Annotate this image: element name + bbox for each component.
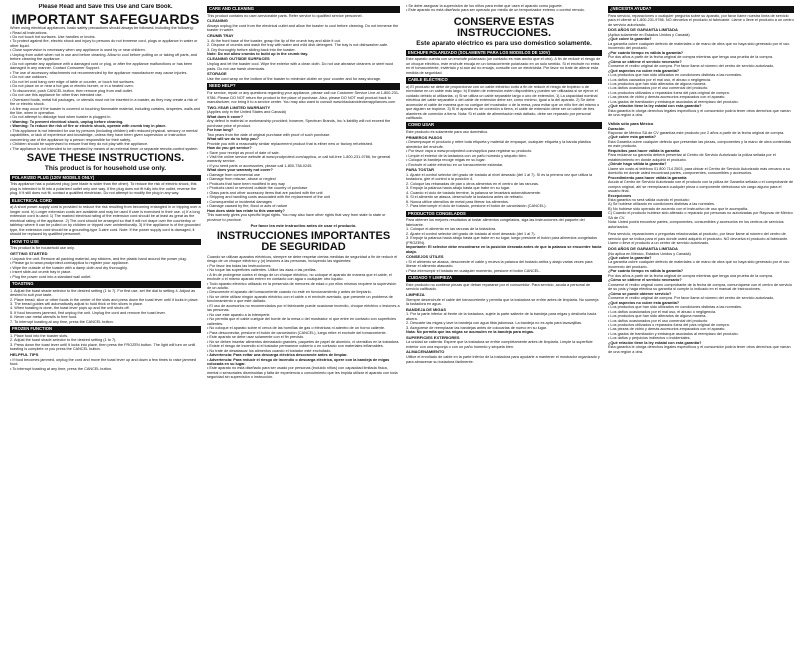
toasting-step: 7. To interrupt toasting at any time, press the CANCEL button.: [10, 319, 114, 324]
mexico-question: ¿Dónde hago válida la garantía?: [608, 162, 667, 167]
list-item: • The use of accessory attachments not recommended by the appliance manufacturer may cause injuries.: [10, 71, 201, 75]
how-to-use-header: HOW TO USE: [10, 239, 201, 246]
spanish-safeguards-list: [207, 264, 400, 380]
list-item: • Visit the online service website at www.prodprotect.com/applica, or call toll-free 1-800-231-9786, for general warranty service.: [207, 155, 400, 164]
mexico-answer: Para reclamar su garantía deberá presentar al Centro de Servicio Autorizado la póliza sellada por el establecimiento en donde adquirió el producto.: [608, 153, 776, 162]
garantia-answer: Esta garantía le otorga derechos legales específicos y el consumidor podría tener otros derechos que varían de una región a otra.: [608, 108, 791, 118]
garantia-question: ¿Qué aspectos no cubre esta garantía?: [608, 68, 680, 73]
list-item: • Los productos que han sido utilizados en condiciones distintas a las normales.: [608, 305, 794, 309]
list-item: • Por favor vaya a www.prodprotect.com/applica para registrar su producto.: [406, 149, 602, 153]
garantia-question: ¿Por cuánto tiempo es válida la garantía?: [608, 50, 684, 55]
toasting-step: 1. Adjust the toast shade selector to the desired setting (1 to 7). For first use, set the dial to setting 4. Adjust as desired to suit your taste.: [10, 288, 196, 298]
warranty-service-list: [207, 151, 400, 169]
warranty-answer: Provide you with a reasonably similar replacement product that is either new or factory refurbished.: [207, 141, 374, 146]
list-item: • Damage caused by fire, flood or acts of nature: [207, 204, 400, 208]
list-item: • Desconecte el aparato del tomacorriente cuando no esté en funcionamiento y antes de limpiarlo.: [207, 290, 400, 294]
list-item: • Damage from commercial use: [207, 173, 400, 177]
list-item: • No se debe utilizar ningún aparato eléctrico con el cable o el enchufe averiado, que presente un problema de funcionamiento o que esté dañado.: [207, 295, 400, 304]
toasting-header: TOASTING: [10, 281, 201, 288]
frozen-step: 1. Place food into the toaster slots.: [10, 333, 69, 338]
list-item: • Los gastos de tramitación y embarque asociados al reemplazo del producto.: [608, 332, 794, 336]
list-item: • Este aparato se debe usar solamente con el fin previsto.: [207, 335, 400, 339]
bandeja-step: 1. Por la parte inferior al frente de la tostadora, sujete la parte saliente de la bandeja para migas y deslícela hacia afuera.: [406, 312, 597, 321]
list-item: • Please go to www.prodprotect.com/applica to register your appliance.: [10, 261, 201, 265]
bandeja-step: 2. Descarte las migas y lave la bandeja con agua tibia jabonosa. La bandeja no es apta para lavavajillas.: [406, 321, 583, 326]
list-item: • Close supervision is necessary when any appliance is used by or near children.: [10, 48, 201, 52]
list-item: • No toque las superficies calientes. Utilice las asas o las perillas.: [207, 268, 400, 272]
list-item: • Las piezas de vidrio y demás accesorios empacados con el aparato.: [608, 95, 794, 99]
list-item: • Los productos que han sido alterados de alguna manera.: [608, 314, 794, 318]
need-help-text: For service, repair or any questions regarding your appliance, please call our Customer Service Line at 1-800-231-9786. Please DO NOT return the product to the place of purchase. Also, please DO NOT mail product back to manufacturer, nor bring it to a service center. You may also want to consult www.blackanddeckerappliances.com: [207, 91, 400, 105]
garantia-answer: Por dos años a partir de la fecha original de compra mientras que tenga una prueba de la compra.: [608, 55, 774, 60]
list-item: • Do not touch hot surfaces. Use handles or knobs.: [10, 35, 201, 39]
superficies-text: La unidad se calienta. Espere que la tostadora se enfríe completamente antes de limpiarla. Limpie la superficie exterior con una esponja o con un paño húmedo y séquela bien.: [406, 340, 593, 349]
list-item: • Do not attempt to dislodge food when toaster is plugged in.: [10, 115, 201, 119]
bandeja-step: 3. Asegúrese de reemplazar las bandejas antes de colocarlas de nuevo en su lugar.: [406, 325, 547, 330]
repeat-question: ¿Cómo se obtiene el servicio necesario?: [608, 278, 682, 283]
list-item: • Todo aparato eléctrico utilizado en la presencia de menores de edad o por ellos mismos requiere la supervisión de un adulto.: [207, 282, 400, 291]
tostar-step: 1. Ajuste el control selector del grado de tostado al nivel deseado (del 1 al 7). Si es la primera vez que utiliza la tostadora, gire el control a la posición 4.: [406, 172, 593, 182]
list-item: • Wipe the outside of the toaster with a damp cloth and dry thoroughly.: [10, 266, 201, 270]
warranty-question: How does state law relate to this warranty?: [207, 208, 285, 213]
crumb-step: 3. Dry thoroughly before sliding back into the toaster.: [207, 47, 296, 52]
como-usar-header: COMO USAR: [406, 122, 602, 129]
list-item: • If you need parts or accessories, please call 1-800-738-0245.: [207, 164, 400, 168]
column-care-warranty-spanish: [207, 4, 400, 656]
repeat-question: ¿Cómo se puede obtener servicio?: [608, 291, 672, 296]
exterior-text: Unplug and let the toaster cool. Wipe the exterior with a clean cloth. Do not use abrasive cleaners or steel wool pads. Do not use harsh chemicals.: [207, 62, 394, 71]
list-item: • To disconnect, push CANCEL button, then remove plug from wall outlet.: [10, 89, 201, 93]
list-item: • Unpack the unit. Remove all packing material, any stickers, and the plastic band around the power plug.: [10, 257, 201, 261]
care-text: This product contains no user-serviceable parts. Refer service to qualified service personnel.: [207, 13, 363, 18]
superficies-header: SUPERFICIES EXTERIORES: [406, 334, 460, 340]
repeat-question: ¿Por cuánto tiempo es válida la garantía?: [608, 269, 684, 274]
warranty-question: How do you get service?: [207, 146, 252, 151]
importante-note: Importante: El selector debe encontrarse en la posición deseada antes de que la palanca se encuentre hacia abajo.: [406, 245, 602, 254]
list-item: • The appliance is not intended to be operated by means of an external timer or separate remote-control system.: [10, 147, 201, 151]
excepcion-item: Esta garantía no será válida cuando el producto:: [608, 198, 690, 203]
storage-header: STORAGE: [207, 71, 227, 77]
list-item: • Los daños y perjuicios indirectos o incidentales.: [608, 336, 794, 340]
mexico-answer: Esta Garantía cubre cualquier defecto que presentan las piezas, componentes y la mano de obra contenidas en este producto.: [608, 139, 791, 149]
spanish-intro: Cuando se utilizan aparatos eléctricos, siempre se debe respetar ciertas medidas de seguridad a fin de reducir el riesgo de un choque eléctrico y (o) lesiones a las personas, incluyendo las siguientes:: [207, 254, 398, 264]
list-item: • Advertencia: Para evitar una descarga eléctrica desconecte antes de limpiar.: [207, 353, 400, 357]
cuidado-header: CUIDADO Y LIMPIEZA: [406, 275, 602, 282]
warranty-exclusions-list: [207, 173, 400, 209]
list-item: • Do not place on or near a hot gas or electric burner, or in a heated oven.: [10, 84, 201, 88]
crumb-note: Note: Do not allow crumbs to build up in the crumb tray.: [207, 52, 309, 57]
list-item: • Los daños ocasionados por el uso comercial del producto.: [608, 319, 794, 323]
tostar-step: 3. Empuje la palanca hacia abajo hasta que trabe en su lugar.: [406, 186, 511, 191]
duracion-label: Duración: [608, 126, 625, 131]
list-item: • Las piezas de vidrio y demás accesorios empacados con el aparato.: [608, 327, 794, 331]
list-item: • Warning: To reduce the risk of fire or electric shock, operate with crumb tray in place.: [10, 124, 201, 128]
enchufe-text: Este aparato cuenta con un enchufe polarizado (un contacto es más ancho que el otro). A fin de reducir el riesgo de un choque eléctrico, este enchufe encaja en un tomacorriente polarizado en un solo sentido. Si el enchufe no entra en el tomacorriente, inviértalo y si aun así no encaja, consulte con un electricista. Por favor no trate de alterar esta medida de seguridad.: [406, 57, 601, 75]
list-item: • Este aparato no está diseñado para ser operado por medio de un temporizador externo o control remoto.: [406, 8, 602, 12]
repeat-garantia-header: DOS AÑOS DE GARANTÍA LIMITADA: [608, 245, 678, 251]
list-item: • Do not use outdoors.: [10, 75, 201, 79]
household-note: This product is for household use only.: [44, 165, 167, 173]
garantia-answer: Conserve el recibo original de compra. Por favor llame al número del centro de servicio autorizado.: [608, 64, 775, 69]
warranty-question: What does your warranty not cover?: [207, 168, 273, 173]
excepcion-item: C) Cuando el producto hubiese sido alterado o reparado por personas no autorizadas por Rayovac de México SA de CV.: [608, 211, 793, 220]
excepcion-item: B) No hubiese sido operado de acuerdo con el instructivo de uso que le acompaña.: [608, 206, 749, 211]
primeros-pasos-header: PRIMEROS PASOS: [406, 134, 443, 140]
safeguards-title: IMPORTANT SAFEGUARDS: [11, 11, 200, 28]
excepcion-item: A) Se hubiese utilizado en condiciones distintas a las normales.: [608, 202, 716, 207]
crumb-step: 1. At the front base of the toaster, grasp the lip of the crumb tray and slide it out.: [207, 38, 341, 43]
mexico-answer: Acuda al Centro de Servicio Autorizado con el producto con la póliza de Garantía sellada o el comprobante de compra original, ahí se reemplazará cualquier pieza o componente defectuoso sin cargo alguno para el usuario final.: [608, 180, 794, 194]
list-item: • Read all instructions.: [10, 31, 201, 35]
list-item: • Desempaque el producto y retire toda etiqueta y material de empaque, cualquier etiqueta y la banda plástica alrededor del enchufe.: [406, 140, 602, 149]
repeat-question: ¿Qué aspectos no cubre esta garantía?: [608, 300, 680, 305]
polarized-plug-header: POLARIZED PLUG (120V MODELS ONLY): [10, 175, 201, 182]
care-cleaning-header: CARE AND CLEANING: [207, 6, 400, 13]
list-item: • Oversized foods, metal foil packages, or utensils must not be inserted in a toaster, as they may create a risk of fire or electric shock.: [10, 98, 201, 107]
toasting-step: 2. Place bread, slice or other foods in the center of the slots and press down the toast lever until it locks in place.: [10, 297, 199, 302]
congelados-step: 3. Empuje la palanca hacia abajo hasta que trabe en su lugar, luego presione el botón para alimentos congelados (FROZEN).: [406, 236, 598, 245]
list-item: • Advertencia: Para reducir el riesgo de incendio o descarga eléctrica, opere con la bandeja de migas colocada en su lugar.: [207, 358, 400, 367]
garantia-exclusions: [608, 73, 794, 104]
garantia-question: ¿Qué cubre la garantía?: [608, 37, 652, 42]
toasting-step: 4. When toasting is done, the toast lever pops up and the unit shuts off.: [10, 306, 130, 311]
spanish-safeguards-title-line2: DE SEGURIDAD: [261, 240, 346, 253]
necesita-ayuda-text: Para servicio, reparaciones o cualquier pregunta sobre su aparato, por favor llame nuestra línea de servicio para el cliente al 1-800-231-9786. NO devuelva el producto al fabricante. Llame o lleve el producto a un centro de servicio autorizado.: [608, 13, 794, 27]
list-item: • Los productos utilizados o reparados fuera del país original de compra.: [608, 91, 794, 95]
toasting-step: 6. Never use metal utensils to free food.: [10, 315, 78, 320]
tostar-step: 2. Coloque las rebanadas de pan u otros alimentos en el centro de las ranuras.: [406, 181, 539, 186]
list-item: • To protect against fire, electric shock and injury to persons do not immerse cord, plugs or appliance in water or other liquid.: [10, 39, 201, 48]
tostar-step: 6. Nunca utilice utensilios de metal para liberar los alimentos.: [406, 199, 509, 204]
warranty-header: TWO-YEAR LIMITED WARRANTY: [207, 104, 271, 110]
repeat-exclusions: [608, 305, 794, 341]
list-item: • No permita que el cable cuelgue del borde de la mesa o del mostrador ni que entre en contacto con superficies calientes.: [207, 317, 400, 326]
list-item: • Los productos que han sido alterados de alguna manera.: [608, 82, 794, 86]
list-item: • Los daños ocasionados por el mal uso, el abuso o negligencia.: [608, 310, 794, 314]
column-spanish-usage: [406, 4, 602, 656]
list-item: • Coloque la bandeja recoge migas en su lugar.: [406, 158, 602, 162]
list-item: • Se debe asegurar la supervisión de los niños para evitar que usen el aparato como juguete.: [406, 4, 602, 8]
list-item: • A fin de protegerse contra el riesgo de un choque eléctrico, no coloque el aparato de manera que el cable, el enchufe o el mismo aparato entren en contacto con agua o cualquier otro líquido.: [207, 273, 400, 282]
list-item: • Para desconectar, presione el botón de cancelación (CANCEL), luego retire el enchufe del tomacorriente.: [207, 331, 400, 335]
garantia-question: ¿Qué relación tiene la ley estatal con esta garantía?: [608, 104, 702, 109]
tostar-header: PARA TOSTAR: [406, 167, 435, 173]
repeat-help-text: Para servicio, reparaciones o preguntas relacionadas al producto, por favor llame al número del centro de servicio que se indica para el país donde usted adquirió el producto. NO devuelva el producto al fabricante. Llame o lleve el producto a un centro de servicio autorizado.: [608, 232, 789, 246]
list-item: • El uso de accesorios no recomendados por el fabricante puede ocasionar incendio, choque eléctrico o lesiones a las personas.: [207, 304, 400, 313]
list-item: • Este aparato no está diseñado para ser usado por personas (incluido niños) con capacidad limitada física, mental o sensoriales disminuidas y falta de experiencia o conocimiento que les impida utilizar el aparato con toda seguridad sin supervisión o instrucción.: [207, 366, 400, 379]
congelados-step: 1. Coloque el alimento en las ranuras de la tostadora.: [406, 227, 497, 232]
electrical-cord-text: a) A short power-supply cord is provided to reduce the risk resulting from becoming entangled in or tripping over a longer cord. b) Longer extension cords are available and may be used if care is exercised in their use. c) If a long extension cord is used: 1) The marked electrical rating of the extension cord should be at least as great as the electrical rating of the appliance. 2) The cord should be arranged so that it will not drape over the countertop or tabletop where it can be pulled on by children or tripped over unintentionally. 3) If the appliance is of the grounded type, the extension cord should be a grounding-type 3-wire cord. Note: If the power supply cord is damaged, it should be replaced by qualified personnel.: [10, 205, 201, 237]
toasting-step: 5. If food becomes jammed, first unplug the unit. Unplug the cord and remove the toast lever.: [10, 310, 166, 315]
consejos-header: CONSEJOS ÚTILES: [406, 254, 444, 260]
bandeja-note: Nota: No permita que las migas se acumulen en la bandeja para migas.: [406, 330, 535, 335]
list-item: • Do not let cord hang over edge of table or counter, or touch hot surfaces.: [10, 80, 201, 84]
consejos-list: [406, 260, 602, 273]
mexico-question: ¿Qué cubre esta garantía?: [608, 135, 656, 140]
conserve-title: CONSERVE ESTAS INSTRUCCIONES.: [453, 15, 555, 39]
crumb-step: 2. Dispose of crumbs and wash the tray with water and mild dish detergent. The tray is not dishwasher-safe.: [207, 43, 389, 48]
need-help-header: NEED HELP?: [207, 83, 400, 90]
mexico-header: Válida sólo para México: [608, 120, 654, 126]
cleaning-text: Always unplug the cord from the electrical outlet and allow the toaster to cool before cleaning. Do not immerse the toaster in water.: [207, 23, 399, 33]
read-save-note: Please Read and Save this Use and Care Book.: [38, 4, 173, 10]
list-item: • A fire may occur if the toaster is covered or touching flammable material, including curtains, draperies, walls and the like, when in operation.: [10, 107, 201, 116]
cable-text: a) El producto se debe de proporcionar con un cable eléctrico corto a fin de reducir el riesgo de tropiezo o de enredarse en un cable más largo. b) Existen de extensión estén disponibles y pueden ser utilizadas si se ejerce el cuidado debido al utilizarlas. c) Si se utiliza un cable separable largo o uno de extensión, 1) La capacidad nominal eléctrica del cable separable o del cable de extensión debe ser, como mínimo, igual a la del aparato. 2) Se debe acomodar el cable de manera que no cuelgue del mostrador o de la mesa, para evitar que un niño tire del mismo o que alguien se tropiece. 3) Si el aparato es de conexión a tierra, el cable de extensión debe ser un cable de tres alambres de conexión a tierra. Nota: Si el cable de alimentación está dañado, debe ser reparado por personal calificado.: [406, 84, 600, 120]
congelados-text: Para obtener los mejores resultados al tostar alimentos congelados, siga las instrucciones del paquete del fabricante.: [406, 218, 585, 227]
excepciones-label: Excepciones: [608, 193, 632, 198]
list-item: • Do not operate any appliance with a damaged cord or plug, or after the appliance malfunctions or has been damaged in any manner. Contact Consumer Support.: [10, 62, 201, 71]
list-item: • This appliance is not intended for use by persons (including children) with reduced physical, sensory or mental capabilities, or lack of experience and knowledge, unless they have been given supervision or instruction concerning use of the appliance by a person responsible for their safety.: [10, 129, 201, 142]
list-item: • Warning: To prevent electrical shock, unplug before cleaning.: [10, 120, 201, 124]
crumb-tray-header: CRUMB TRAY: [207, 32, 234, 38]
como-usar-note: Este producto es solamente para uso doméstico.: [406, 130, 489, 135]
spanish-read-note: Por favor lea este instructivo antes de usar el producto.: [250, 223, 357, 229]
congelados-header: PRODUCTOS CONGELADOS: [406, 211, 602, 218]
warranty-answer: Any defect in material or workmanship provided; however, Spectrum Brands, Inc.'s liability will not exceed the purchase price of product.: [207, 119, 391, 128]
list-item: • Los gastos de tramitación y embarque asociados al reemplazo del producto.: [608, 100, 794, 104]
spanish-household-note: Este aparato eléctrico es para uso doméstico solamente.: [416, 39, 592, 47]
exterior-header: CLEANING OUTSIDE SURFACES: [207, 56, 270, 62]
garantia-answer: La garantía cubre cualquier defecto de materiales o de mano de obra que no haya sido generado por el uso incorrecto del producto.: [608, 41, 790, 51]
tostar-step: 7. Para interrumpir el ciclo de tostado, presione el botón de cancelación (CANCEL).: [406, 204, 547, 209]
garantia-header: DOS AÑOS DE GARANTÍA LIMITADA: [608, 27, 678, 33]
list-item: • Plug the power cord into a standard wall outlet.: [10, 275, 201, 279]
list-item: • Los productos que han sido utilizados en condiciones distintas a las normales.: [608, 73, 794, 77]
list-item: • If food becomes jammed, unplug the cord and move the toast lever up and down a few times to raise jammed food.: [10, 358, 201, 367]
congelados-step: 2. Ajuste el control selector del grado de tostado al nivel deseado (del 1 al 7).: [406, 231, 536, 236]
spanish-safeguards-title-line1: INSTRUCCIONES IMPORTANTES: [216, 229, 391, 242]
save-instructions-title: SAVE THESE INSTRUCTIONS.: [26, 152, 185, 165]
list-item: • To interrupt toasting at any time, press the CANCEL button.: [10, 367, 201, 371]
limpieza-text: Siempre desenchufe el cable del tomacorriente y permita que la tostadora se enfríe antes de limpiarla. No sumerja la tostadora en agua.: [406, 297, 599, 307]
list-item: • No se deben insertar alimentos demasiado grandes, paquetes de papel de aluminio, ni utensilios en la tostadora.: [207, 340, 400, 344]
primeros-pasos-list: [406, 140, 602, 167]
repeat-answer: Por dos años a partir de la fecha original de compra mientras que tenga una prueba de la compra.: [608, 273, 774, 278]
list-item: • Para interrumpir el tostado en cualquier momento, presione el botón CANCEL.: [406, 269, 602, 273]
list-item: • Save your receipt as proof of date of sale.: [207, 151, 400, 155]
electrical-cord-header: ELECTRICAL CORD: [10, 198, 201, 205]
list-item: • Children should be supervised to ensure that they do not play with the appliance.: [10, 142, 201, 146]
list-item: • Glass parts and other accessory items that are packed with the unit: [207, 191, 400, 195]
column-spanish-warranty: [608, 4, 794, 656]
list-item: • Products used or serviced outside the country of purchase: [207, 186, 400, 190]
list-item: • Enchufe el cable eléctrico en un tomacorriente estándar.: [406, 163, 602, 167]
repeat-answer: Conserve el recibo original de compra. Por favor llame al número del centro de servicio autorizado.: [608, 296, 775, 301]
tostar-step: 4. Cuando el ciclo de tostado termine, la palanca se levantará automáticamente.: [406, 190, 542, 195]
warranty-answer: Two years from the date of original purchase with proof of such purchase.: [207, 132, 331, 137]
warranty-sub: (Applies only in the United States and Canada): [207, 110, 286, 115]
mexico-question: Requisitos para hacer válida la garantía: [608, 148, 680, 153]
warranty-question: What will we do to help you?: [207, 137, 259, 142]
limpieza-header: LIMPIEZA: [406, 291, 425, 297]
list-item: • Insert slide-out crumb tray in place.: [10, 270, 201, 274]
storage-text: Use the cord wrap on the bottom of the toaster to minimize clutter on your counter and for easy storage.: [207, 77, 382, 82]
list-item: • Limpie el exterior de la tostadora con un paño húmedo y séquelo bien.: [406, 154, 602, 158]
mexico-answer: Llame sin costo al teléfono 01 800 714 2503, para ubicar el Centro de Servicio Autorizado más cercano a su domicilio en donde usted encontrará partes, componentes, consumibles y accesorios.: [608, 166, 790, 176]
repeat-answer: Esta garantía le otorga derechos legales específicos y el consumidor podría tener otros derechos que varían de una región a otra.: [608, 345, 791, 354]
safeguards-list: [10, 31, 201, 152]
list-item: • Existe el riesgo de incendio si el tostador permanece cubierto o en contacto con materiales inflamables.: [207, 344, 400, 348]
cleaning-header: CLEANING: [207, 18, 228, 24]
repeat-garantia-sub: (No aplica en México, Estados Unidos y Canadá): [608, 251, 691, 256]
list-item: • No use este aparato a la intemperie.: [207, 313, 400, 317]
garantia-sub: (Aplica solamente en Estados Unidos y Canadá): [608, 32, 690, 37]
list-item: • Damage from misuse, abuse or neglect: [207, 177, 400, 181]
frozen-step: 3. Press down the toast lever until it locks into place, then press the FROZEN button. The light will turn on until toasting is complete or you press the CANCEL button.: [10, 342, 196, 352]
warranty-answer: This warranty gives you specific legal rights. You may also have other rights that vary from state to state or province to province.: [207, 213, 386, 222]
almacenamiento-text: Utilice el enrollado de cable en la parte inferior de la tostadora para ayudarle a mantener el mostrador organizado y para almacenar su tostadora fácilmente.: [406, 355, 600, 364]
enchufe-header: ENCHUFE POLARIZADO (SOLAMENTE PARA LOS MODELOS DE 120V): [406, 50, 602, 57]
warranty-question: What does it cover?: [207, 114, 244, 119]
frozen-function-header: FROZEN FUNCTION: [10, 326, 201, 333]
list-item: • Unplug from outlet when not in use and before cleaning. Allow to cool before putting on or taking off parts, and before cleaning the appliance.: [10, 53, 201, 62]
polarized-plug-text: This appliance has a polarized plug (one blade is wider than the other). To reduce the risk of electric shock, this plug is intended to fit into a polarized outlet only one way. If the plug does not fit fully into the outlet, reverse the plug. If it still does not fit, contact a qualified electrician. Do not attempt to modify the plug in any way.: [10, 182, 197, 196]
list-item: • No trate de desatascar los alimentos cuando el tostador esté enchufado.: [207, 349, 400, 353]
list-item: • Shipping and handling costs associated with the replacement of the unit: [207, 195, 400, 199]
spanish-top-list: [406, 4, 602, 13]
repeat-question: ¿Qué cubre la garantía?: [608, 255, 652, 260]
getting-started-list: [10, 257, 201, 279]
mexico-question: Procedimiento para hacer válida la garantía: [608, 175, 687, 180]
getting-started-header: GETTING STARTED: [10, 250, 48, 256]
list-item: • Consequential or incidental damages: [207, 200, 400, 204]
list-item: • Por favor lea todas las instrucciones.: [207, 264, 400, 268]
necesita-ayuda-header: ¿NECESITA AYUDA?: [608, 6, 794, 13]
warranty-question: For how long?: [207, 128, 234, 133]
list-item: • Los productos utilizados o reparados fuera del país original de compra.: [608, 323, 794, 327]
list-item: • Products that have been modified in any way: [207, 182, 400, 186]
helpful-tips-list: [10, 358, 201, 371]
safeguards-intro: When using electrical appliances, basic safety precautions should always be followed, including the following:: [10, 26, 194, 31]
how-to-use-note: This product is for household use only.: [10, 246, 75, 251]
list-item: • Los daños causados por el mal uso, el abuso o negligencia.: [608, 78, 794, 82]
helpful-tips-header: HELPFUL TIPS: [10, 351, 39, 357]
column-english-safeguards: [10, 4, 201, 656]
list-item: • Si el alimento se atasca, desconecte el cable y mueva la palanca del tostado arriba y abajo varias veces para liberar el alimento atascado.: [406, 260, 602, 269]
almacenamiento-header: ALMACENAMIENTO: [406, 349, 445, 355]
repeat-answer: Conserve el recibo original como comprobante de la fecha de compra, comuníquese con el centro de servicio de su país y haga efectiva su garantía si cumple lo indicado en el manual de instrucciones.: [608, 282, 793, 292]
garantia-question: ¿Cómo se obtiene el servicio necesario?: [608, 59, 682, 64]
repeat-question: ¿Qué relación tiene la ley estatal con esta garantía?: [608, 340, 702, 345]
tostar-step: 5. Si el alimento se atasca, desenchufe la tostadora antes de retirarlo.: [406, 195, 524, 200]
list-item: • Do not use this appliance for other than intended use.: [10, 93, 201, 97]
repeat-answer: La garantía cubre cualquier defecto de materiales o de mano de obra que no haya sido generado por el uso incorrecto del producto.: [608, 260, 790, 269]
list-item: • No coloque el aparato sobre ni cerca de las hornillas de gas o eléctricas ni adentro de un horno caliente.: [207, 326, 400, 330]
cable-header: CABLE ELÉCTRICO: [406, 77, 602, 84]
mexico-note: Nota: Usted podrá encontrar partes, componentes, consumibles y accesorios en los centros de servicios autorizados.: [608, 220, 784, 229]
bandeja-header: BANDEJA DE MIGAS: [406, 306, 447, 312]
frozen-step: 2. Adjust the toast shade selector to the desired setting (1 to 7).: [10, 338, 117, 343]
cuidado-text: Este producto no contiene piezas que deban repararse por el consumidor. Para servicio, acuda a personal de servicio calificado.: [406, 282, 591, 292]
list-item: • Los daños ocasionados por el uso comercial del producto.: [608, 86, 794, 90]
toasting-step: 3. The bread guides will automatically adjust to hold thick or thin slices in place.: [10, 302, 144, 306]
mexico-text: Rayovac de México SA de CV garantiza este producto por 2 años a partir de la fecha original de compra.: [608, 130, 785, 135]
